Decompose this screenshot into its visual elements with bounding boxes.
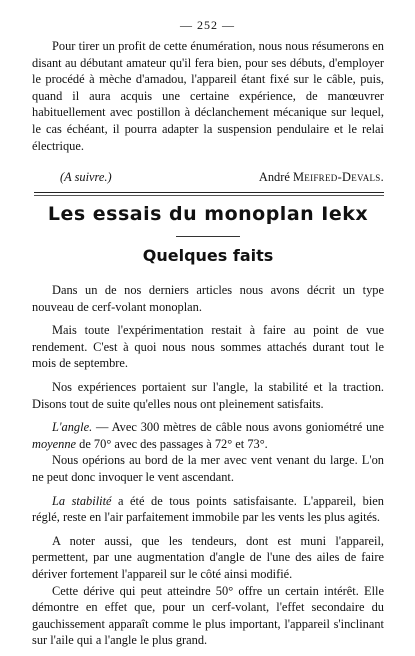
author-signature: [259, 170, 384, 185]
signature-row: [32, 170, 384, 186]
to-follow-note: (A suivre.): [60, 170, 112, 184]
body-paragraph-1: Dans un de nos derniers articles nous avons décrit un type nouveau de cerf-volant monoplan.: [32, 283, 384, 314]
body-paragraph-2: Mais toute l'expérimentation restait à faire au point de vue rendement. C'est à quoi nous nous sommes attachés durant tout le mois de septembre.: [32, 323, 384, 371]
intro-block: [32, 38, 384, 154]
stability-label: La stabilité: [52, 493, 112, 508]
section-divider-thin: [34, 195, 384, 196]
angle-moyenne: moyenne: [32, 436, 77, 451]
intro-paragraph: Pour tirer un profit de cette énumération, nous nous résumerons en disant au débutant amateur qu'il fera bien, pour ses débuts, d'employer le procédé à mèche d'amadou, l'appareil étant fixé sur le câble, puis, quand il aura acquis une certaine expérience, de manœuvrer habituellement avec postillon à déclanchement mécanique sur lequel, le cas échéant, il pourra adapter la suspension pendulaire et le relai électrique.: [32, 39, 384, 153]
section-title: Quelques faits: [142, 246, 274, 265]
stability-text: a été de tous points satisfaisante. L'appareil, bien réglé, reste en l'air parfaitement immobile par les vents les plus agités.: [32, 493, 385, 525]
note-paragraph: A noter aussi, que les tendeurs, dont est muni l'appareil, permettent, par une augmentation d'angle de l'une des ailes de faire dériver fortement l'appareil sur le côté ainsi modifié.: [32, 533, 384, 581]
body-paragraph-3: Nos expériences portaient sur l'angle, la stabilité et la traction. Disons tout de suite qu'elles nous ont pleinement satisfaits.: [32, 379, 384, 411]
title-underline: [176, 236, 240, 237]
section-divider: [34, 192, 384, 193]
angle-text-1: — Avec 300 mètres de câble nous avons goniométré une: [92, 420, 384, 435]
drift-paragraph: Cette dérive qui peut atteindre 50° offre un certain intérêt. Elle démontre en effet que, pour un cerf-volant, l'effet secondaire du gauchissement apparaît comme le plus important, l'appareil s'inclinant sur l'aile qui a l'angle le plus grand.: [32, 583, 384, 648]
angle-paragraph: [32, 419, 384, 452]
angle-text-2: de 70° avec des passages à 72° et 73°.: [76, 436, 268, 451]
article-title: Les essais du monoplan Iekx: [47, 203, 369, 225]
author-last-name: Meifred-Devals.: [292, 170, 384, 184]
article-body: [32, 282, 384, 656]
author-first-name: André: [258, 170, 290, 184]
stability-paragraph: [32, 493, 384, 526]
angle-paragraph-2: Nous opérions au bord de la mer avec vent venant du large. L'on ne peut donc invoquer le vent ascendant.: [32, 453, 384, 484]
angle-label: L'angle.: [52, 420, 93, 435]
page-number: — 252 —: [180, 18, 235, 32]
